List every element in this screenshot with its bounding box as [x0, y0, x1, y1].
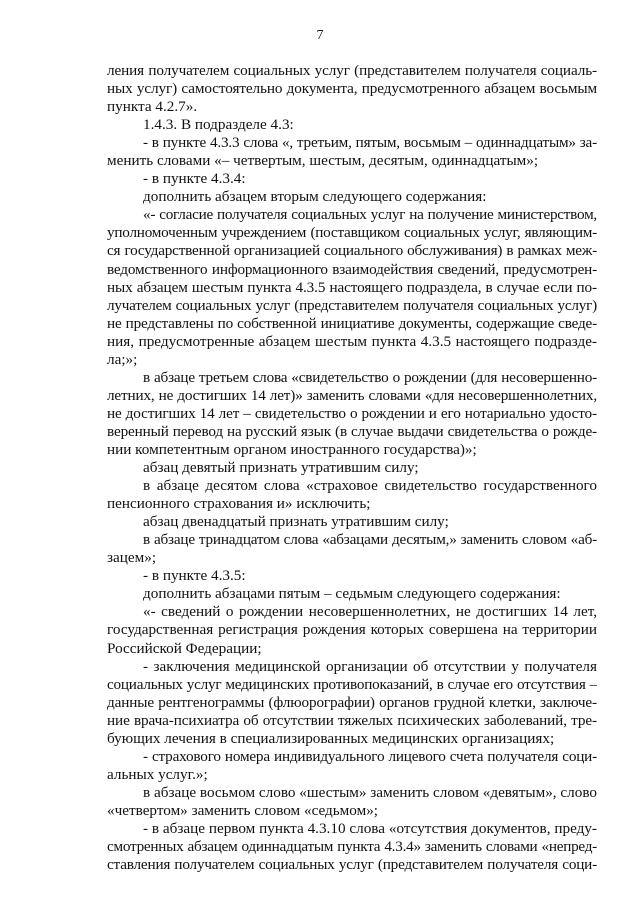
text-line: пенсионного страхования и» исключить; [107, 495, 371, 513]
text-line: ных абзацем шестым пункта 4.3.5 настоящего подраздела, в случае если по- [107, 278, 597, 296]
text-line: - страхового номера индивидуального лицевого счета получателя соци- [143, 747, 597, 765]
text-line: «четвертом» заменить словом «седьмом»; [107, 801, 379, 819]
text-line: - заключения медицинской организации об отсутствии у получателя [143, 657, 597, 675]
text-line: в абзаце тринадцатом слова «абзацами десятым,» заменить словом «аб- [143, 531, 597, 549]
text-line: - в пункте 4.3.3 слова «, третьим, пятым, восьмым – одиннадцатым» за- [143, 134, 597, 152]
page-number: 7 [316, 28, 324, 43]
text-line: ла;»; [107, 350, 138, 368]
text-line: зацем»; [107, 549, 157, 567]
document-body [107, 62, 597, 874]
text-line: государственная регистрация рождения которых совершена на территории [107, 621, 597, 639]
text-line: ние врача-психиатра об отсутствии тяжелых психических заболеваний, тре- [107, 711, 597, 729]
text-line: ся государственной организацией социального обслуживания) в рамках меж- [107, 242, 597, 260]
text-line: ных услуг) самостоятельно документа, предусмотренного абзацем восьмым [107, 80, 597, 98]
text-line: - в пункте 4.3.5: [143, 567, 246, 585]
text-line: дополнить абзацем вторым следующего содержания: [143, 188, 487, 206]
text-line: ния, предусмотренные абзацем шестым пункта 4.3.5 настоящего подразде- [107, 332, 597, 350]
text-line: пункта 4.2.7». [107, 98, 198, 116]
text-line: социальных услуг медицинских противопоказаний, в случае его отсутствия – [107, 675, 597, 693]
text-line: альных услуг.»; [107, 765, 208, 783]
text-line: - в пункте 4.3.4: [143, 170, 246, 188]
text-line: в абзаце десятом слова «страховое свидетельство государственного [143, 477, 597, 495]
text-line: 1.4.3. В подразделе 4.3: [143, 116, 294, 134]
text-line: смотренных абзацем одиннадцатым пункта 4.3.4» заменить словами «непред- [107, 838, 597, 856]
text-line: данные рентгенограммы (флюорографии) органов грудной клетки, заключе- [107, 693, 597, 711]
text-line: в абзаце третьем слова «свидетельство о рождении (для несовершенно- [143, 368, 597, 386]
text-line: дополнить абзацами пятым – седьмым следующего содержания: [143, 585, 561, 603]
text-line: ставления получателем социальных услуг (представителем получателя соци- [107, 856, 597, 874]
text-line: «- согласие получателя социальных услуг на получение министерством, [143, 206, 597, 224]
text-line: бующих лечения в специализированных медицинских организациях; [107, 729, 555, 747]
text-line: абзац двенадцатый признать утратившим силу; [143, 513, 449, 531]
text-line: абзац девятый признать утратившим силу; [143, 459, 419, 477]
text-line: не представлены по собственной инициативе документы, содержащие сведе- [107, 314, 597, 332]
text-line: уполномоченным учреждением (поставщиком социальных услуг, являющим- [107, 224, 597, 242]
text-line: не достигших 14 лет – свидетельство о рождении и его нотариально удосто- [107, 404, 597, 422]
text-line: - в абзаце первом пункта 4.3.10 слова «отсутствия документов, преду- [143, 819, 597, 837]
text-line: «- сведений о рождении несовершеннолетних, не достигших 14 лет, [143, 603, 597, 621]
text-line: летних, не достигших 14 лет)» заменить словами «для несовершеннолетних, [107, 386, 597, 404]
text-line: менить словами «– четвертым, шестым, десятым, одиннадцатым»; [107, 152, 539, 170]
text-line: нии компетентным органом иностранного государства)»; [107, 440, 477, 458]
text-line: в абзаце восьмом слово «шестым» заменить словом «девятым», слово [143, 783, 597, 801]
text-line: Российской Федерации; [107, 639, 262, 657]
text-line: лучателем социальных услуг (представителем получателя социальных услуг) [107, 296, 597, 314]
text-line: веренный перевод на русский язык (в случае выдачи свидетельства о рожде- [107, 422, 597, 440]
text-line: ведомственного информационного взаимодействия сведений, предусмотрен- [107, 260, 597, 278]
text-line: ления получателем социальных услуг (представителем получателя социаль- [107, 62, 597, 79]
